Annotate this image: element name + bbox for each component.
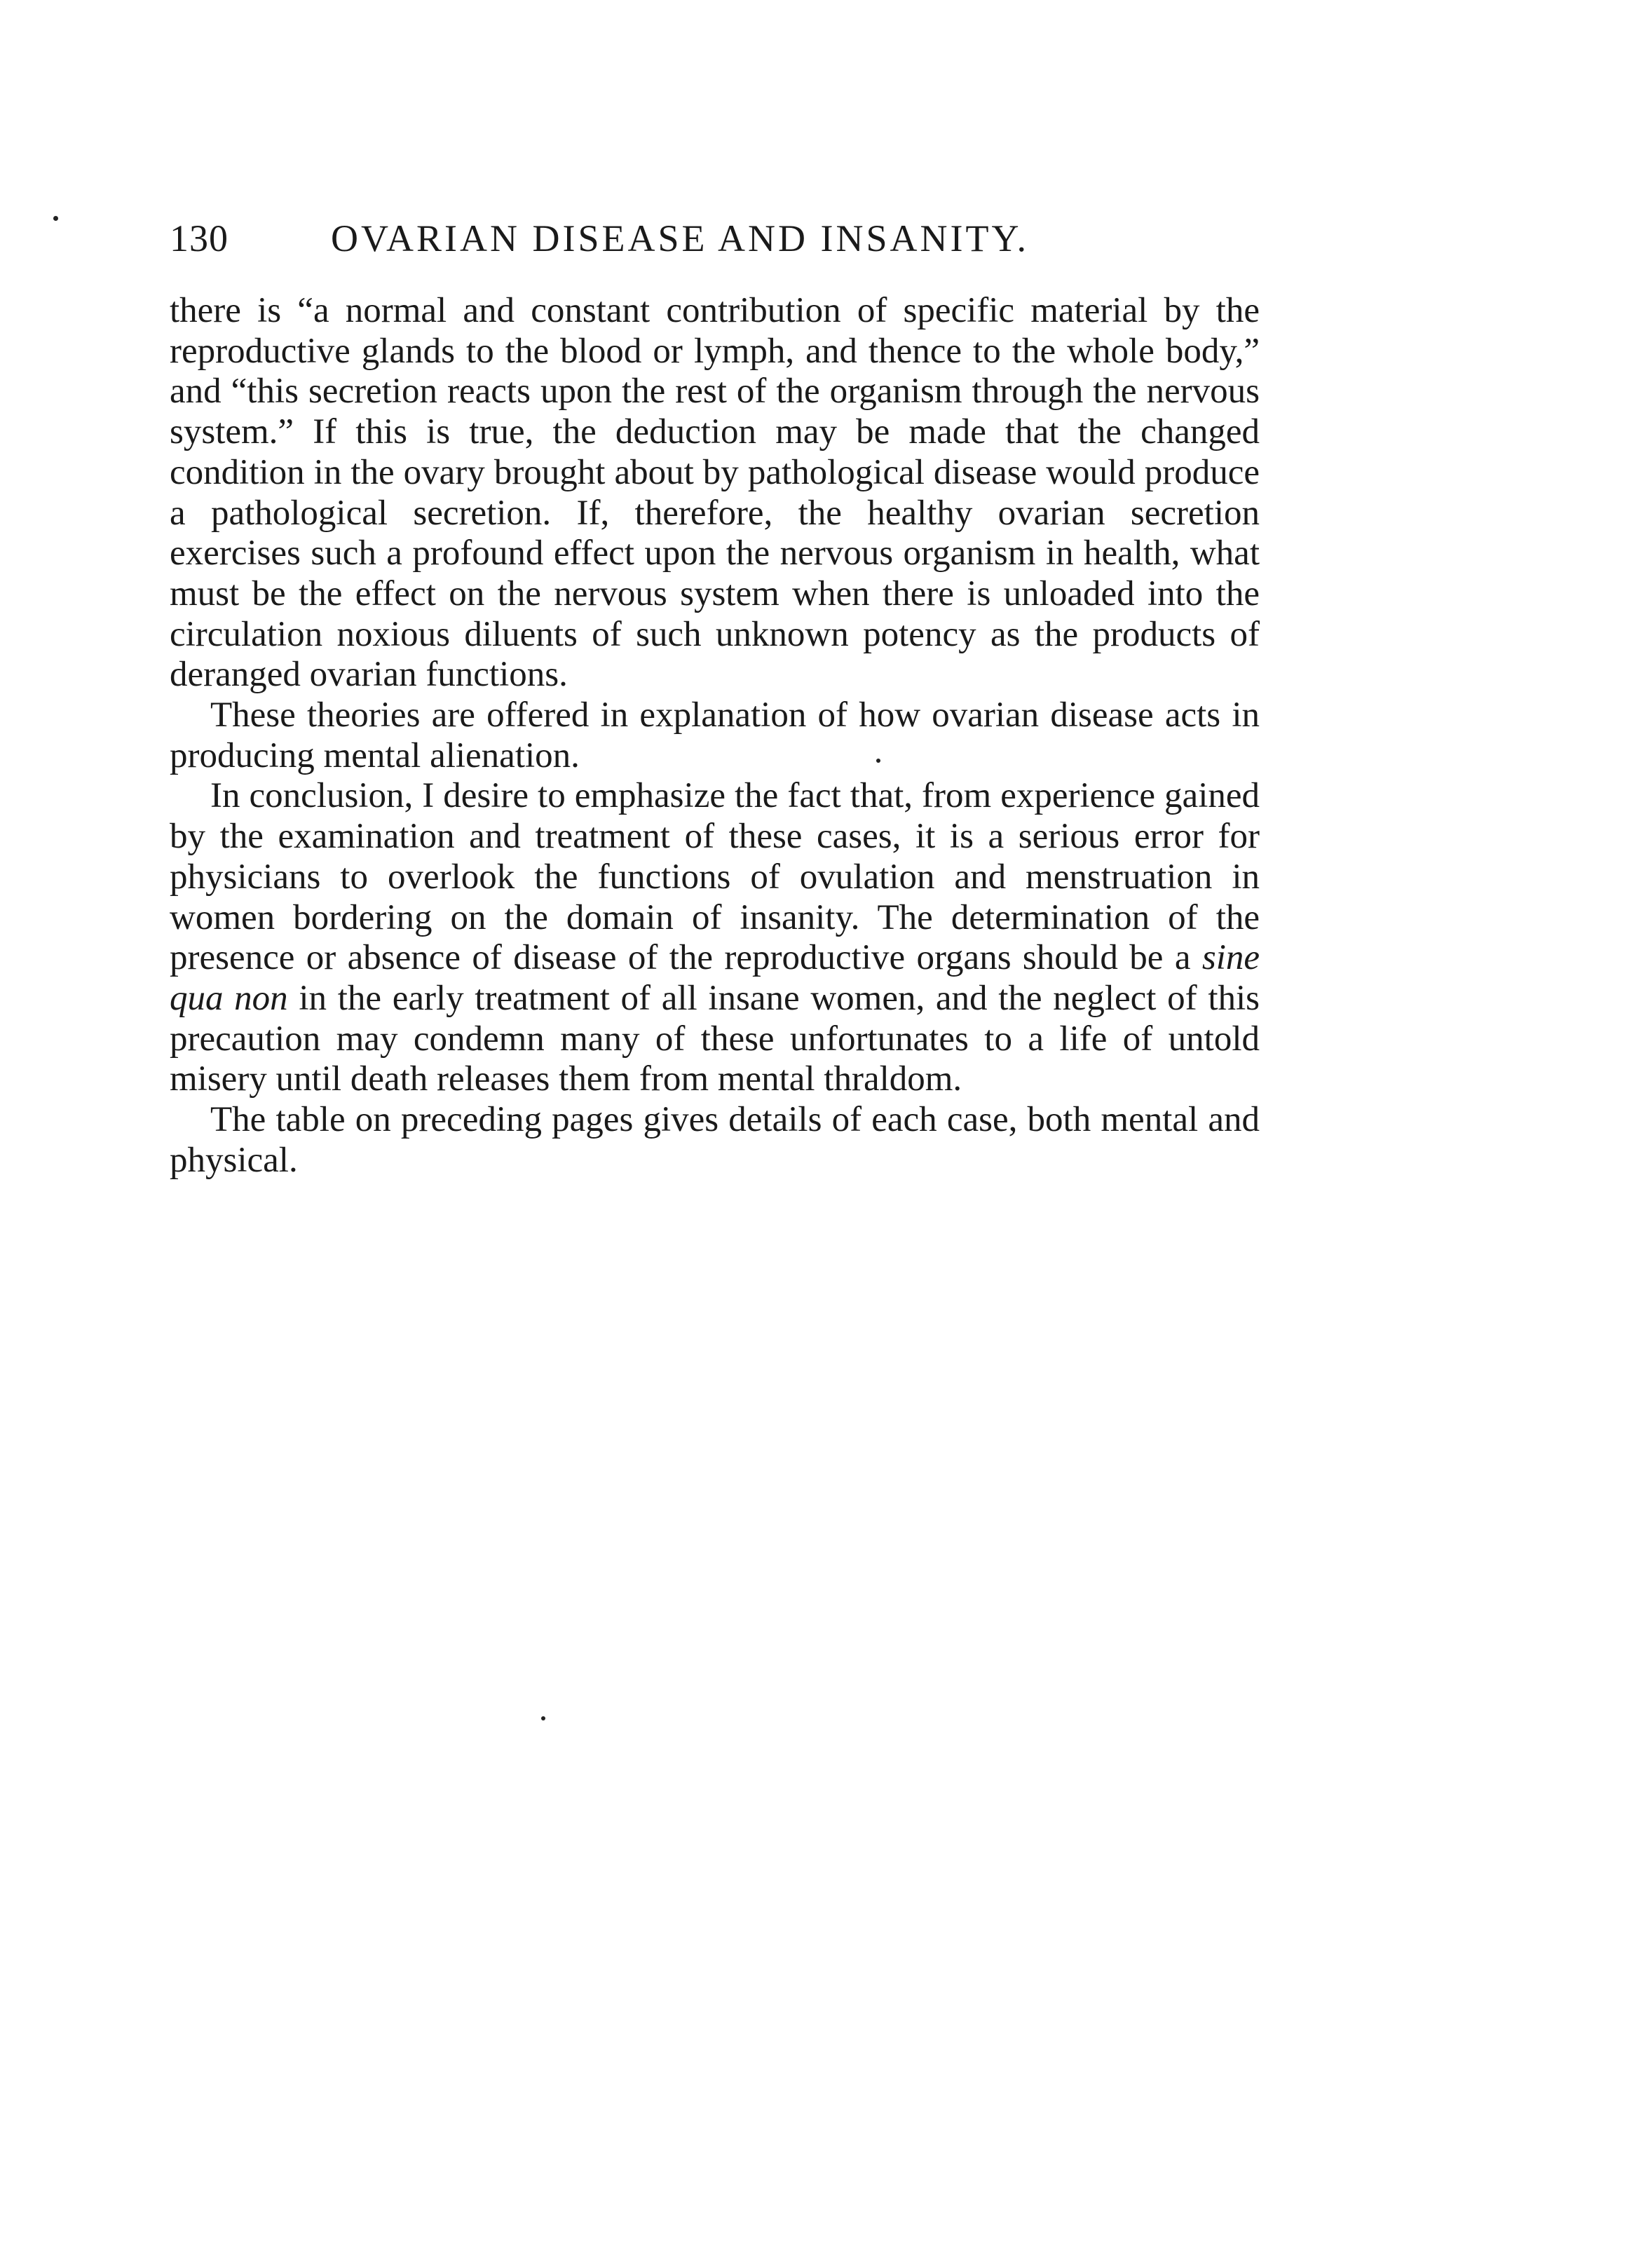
body-text <box>170 291 1260 1181</box>
conclusion-text-start: In conclusion, I desire to emphasize the fact that, from experience gained by the examination and treatment of these cases, it is a serious error for physicians to overlook the functions of ovulation and menstruation in women bordering on the domain of insanity. The determination of the presence or absence of disease of the reproductive organs should be a <box>170 776 1260 978</box>
running-title: OVARIAN DISEASE AND INSANITY. <box>331 217 1030 259</box>
page-number: 130 <box>170 217 229 259</box>
paragraph-table-note: The table on preceding pages gives details of each case, both mental and physical. <box>170 1100 1260 1180</box>
ink-speck <box>541 1716 545 1720</box>
ink-speck <box>53 216 58 221</box>
paragraph-conclusion <box>170 776 1260 1100</box>
paragraph-theories: These theories are offered in explanation of how ovarian disease acts in producing mental alienation. <box>170 695 1260 775</box>
paragraph-continuation: there is “a normal and constant contribution of specific material by the reproductive glands to the blood or lymph, and thence to the whole body,” and “this secretion reacts upon the rest of the organism through the nervous system.” If this is true, the deduction may be made that the changed condition in the ovary brought about by pathological disease would produce a pathological secretion. If, therefore, the healthy ovarian secretion exercises such a profound effect upon the nervous organism in health, what must be the effect on the nervous system when there is unloaded into the circulation noxious diluents of such unknown potency as the products of deranged ovarian functions. <box>170 291 1260 695</box>
page-header <box>170 214 1260 263</box>
conclusion-text-end: in the early treatment of all insane women, and the neglect of this precaution may condemn many of these unfortunates to a life of untold misery until death releases them from mental thraldom. <box>170 978 1260 1099</box>
italic-phrase: sine qua non <box>170 938 1260 1018</box>
